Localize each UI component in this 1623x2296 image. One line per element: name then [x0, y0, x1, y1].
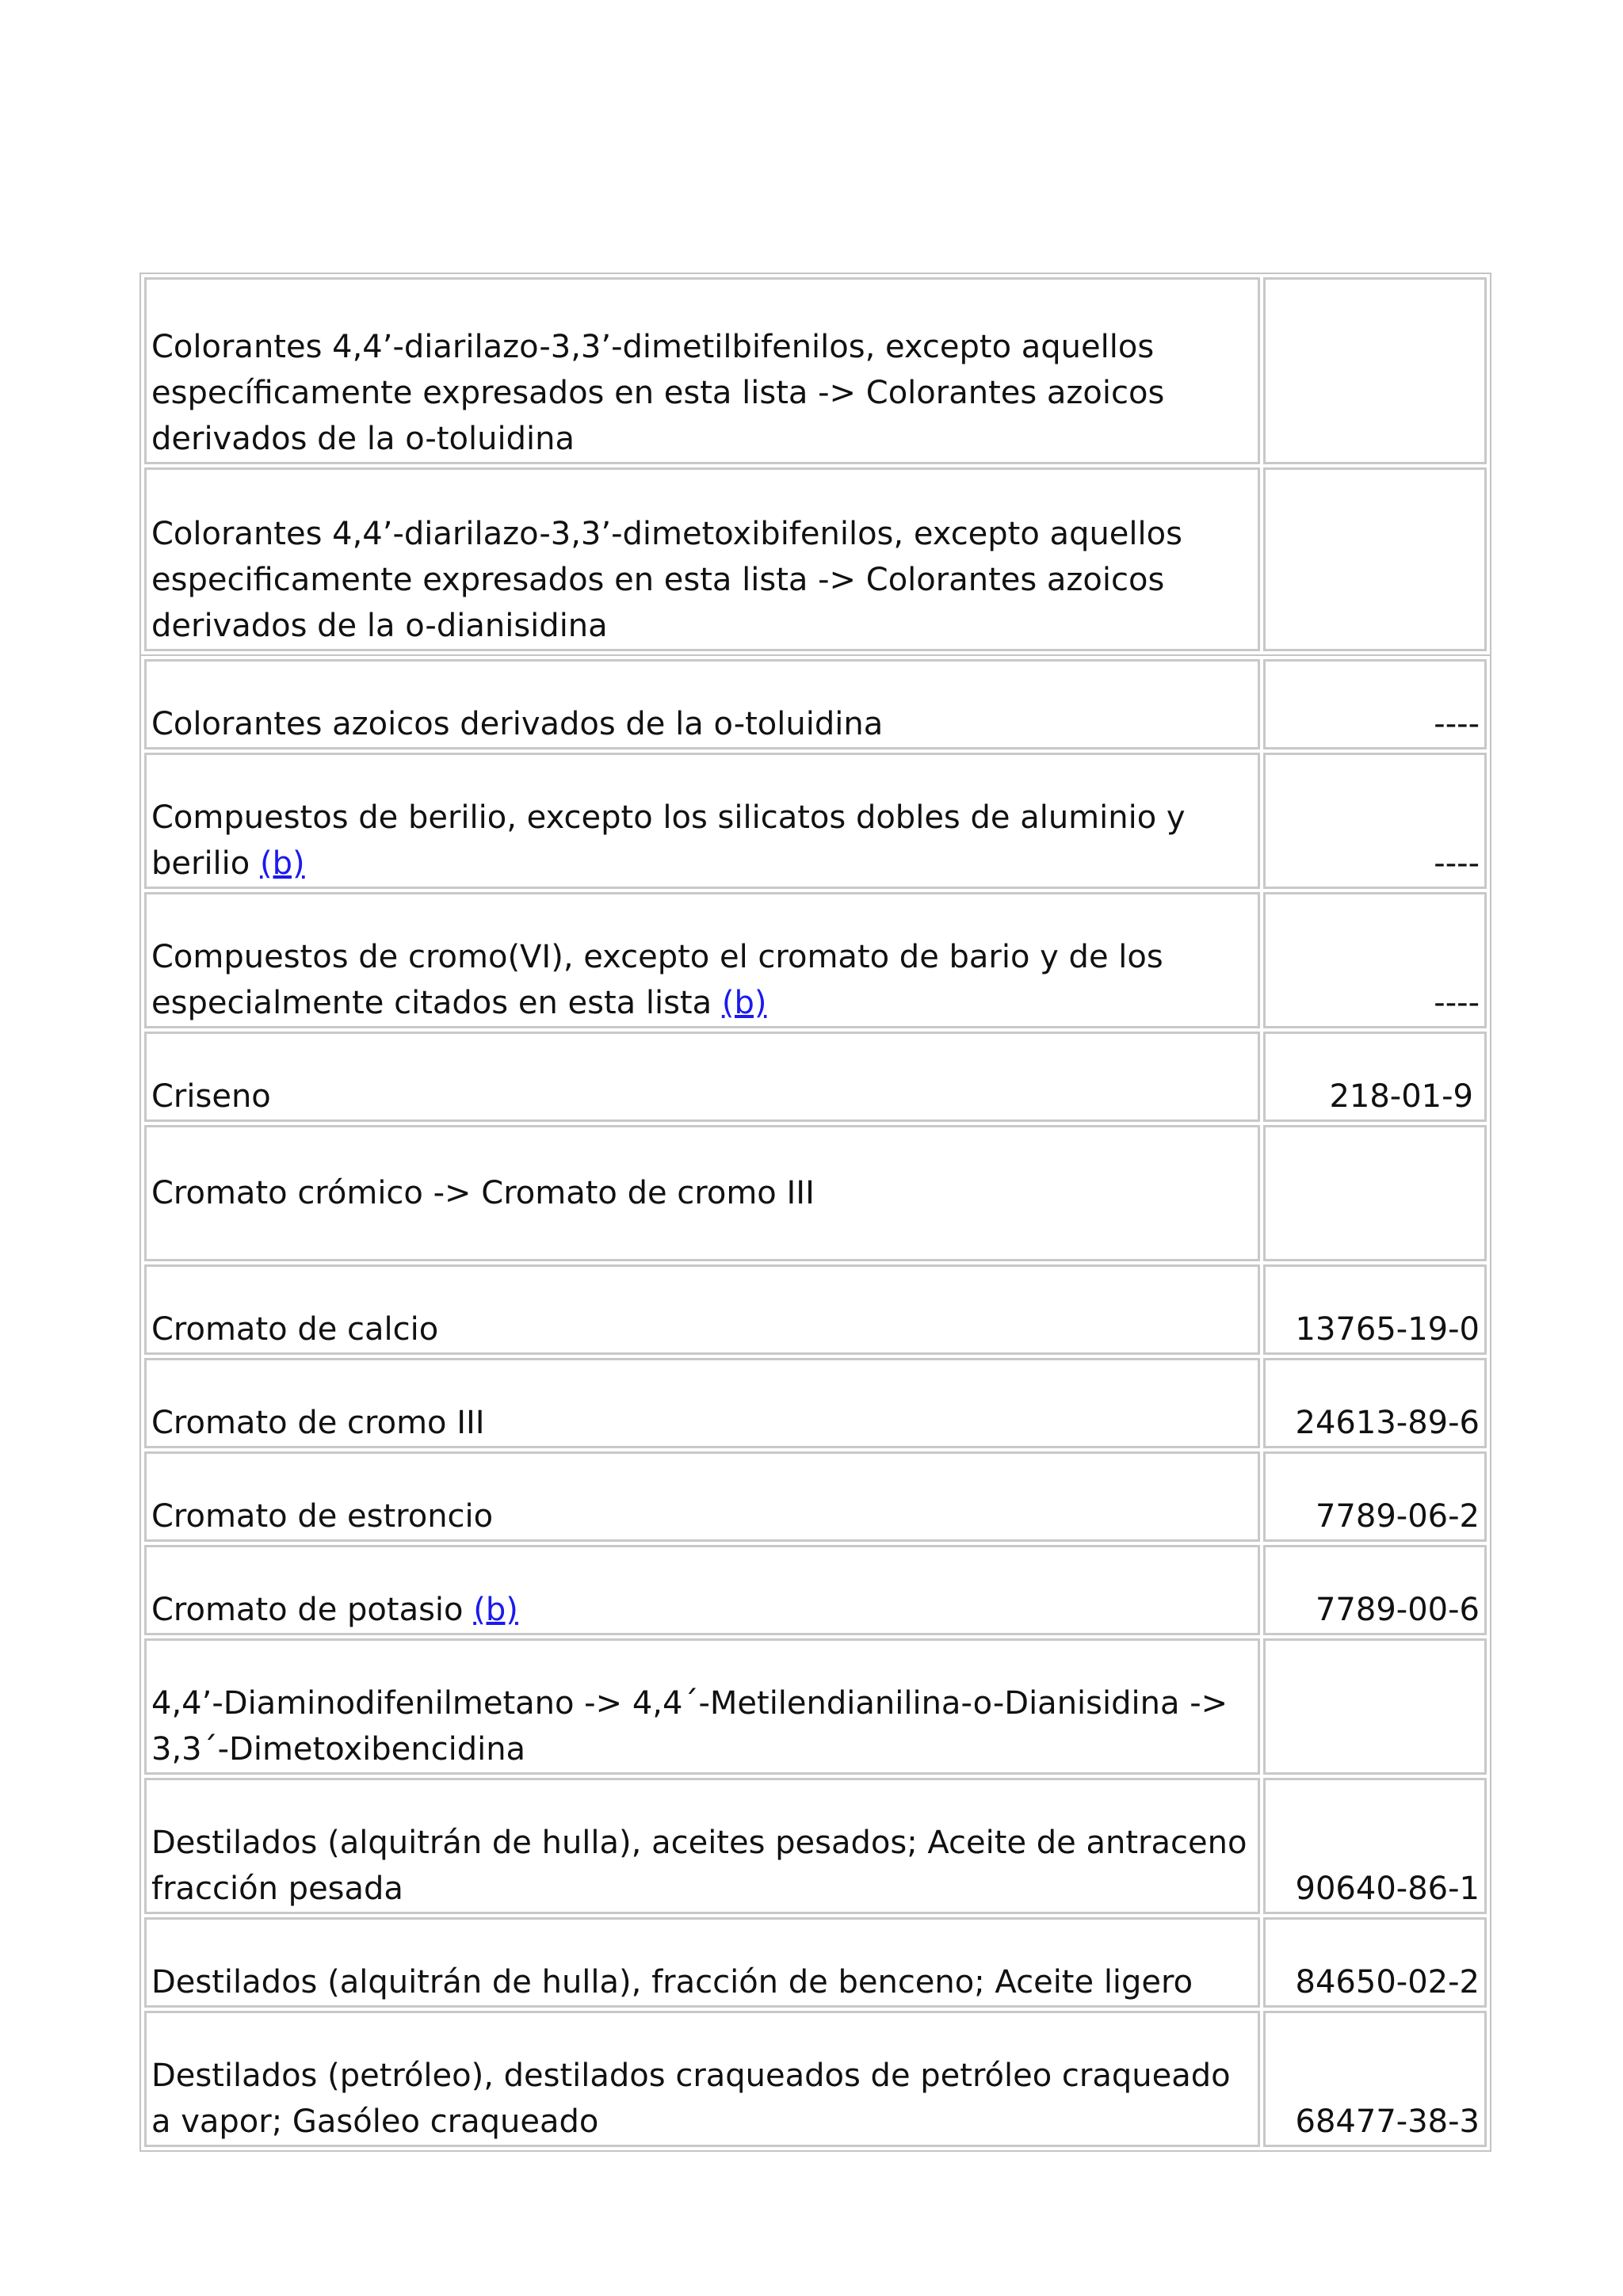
- cas-number: 7789-06-2: [1263, 1451, 1487, 1542]
- cas-number: 218-01-9: [1263, 1032, 1487, 1122]
- substance-name: [144, 892, 1260, 1028]
- table-row: [144, 1032, 1487, 1122]
- cas-number: [1263, 1638, 1487, 1775]
- substance-name-text: Cromato de potasio: [151, 1592, 474, 1628]
- substance-name: Colorantes 4,4’-diarilazo-3,3’-dimetilbifenilos, excepto aquellos específicamente expresados en esta lista -> Colorantes azoicos derivados de la o-toluidina: [144, 277, 1260, 464]
- table-row: [144, 753, 1487, 889]
- substance-name-text: Destilados (alquitrán de hulla), aceites pesados; Aceite de antraceno fracción pesada: [151, 1825, 1247, 1907]
- substance-name: [144, 1125, 1260, 1261]
- substance-name: Colorantes 4,4’-diarilazo-3,3’-dimetoxibifenilos, excepto aquellos especificamente expresados en esta lista -> Colorantes azoicos derivados de la o-dianisidina: [144, 467, 1260, 651]
- substance-name-text: Cromato de estroncio: [151, 1498, 494, 1535]
- cas-number: 13765-19-0: [1263, 1264, 1487, 1355]
- substance-name-text: Destilados (petróleo), destilados craqueados de petróleo craqueado a vapor; Gasóleo craqueado: [151, 2058, 1231, 2140]
- table-row: [144, 1638, 1487, 1775]
- substance-name: [144, 1917, 1260, 2008]
- substance-name: [144, 1778, 1260, 1914]
- cas-number: [1263, 277, 1487, 464]
- table-row: [144, 1778, 1487, 1914]
- cas-number: 68477-38-3: [1263, 2011, 1487, 2147]
- substance-name: [144, 753, 1260, 889]
- table-row: [144, 1917, 1487, 2008]
- substance-table-part-1: [139, 273, 1491, 656]
- table-row: [144, 659, 1487, 749]
- substance-name-text: Destilados (alquitrán de hulla), fracción de benceno; Aceite ligero: [151, 1964, 1193, 2000]
- table-row: [144, 892, 1487, 1028]
- footnote-link[interactable]: (b): [473, 1592, 518, 1628]
- substance-name-text: Criseno: [151, 1078, 271, 1115]
- cas-number: ----: [1263, 892, 1487, 1028]
- substance-name: [144, 1451, 1260, 1542]
- table-row: [144, 277, 1487, 464]
- cas-number: [1263, 467, 1487, 651]
- substance-name-text: Cromato de cromo III: [151, 1405, 485, 1441]
- substance-name-text: Cromato crómico -> Cromato de cromo III: [151, 1175, 815, 1211]
- substance-name: [144, 1264, 1260, 1355]
- substance-name-text: Compuestos de berilio, excepto los silicatos dobles de aluminio y berilio: [151, 799, 1186, 882]
- cas-number: ----: [1263, 753, 1487, 889]
- cas-number: [1263, 1125, 1487, 1261]
- cas-number: ----: [1263, 659, 1487, 749]
- cas-number: 7789-00-6: [1263, 1545, 1487, 1635]
- table-row: [144, 1358, 1487, 1448]
- substance-name: [144, 1545, 1260, 1635]
- table-row: [144, 1451, 1487, 1542]
- substance-name: [144, 1358, 1260, 1448]
- table-row: [144, 1545, 1487, 1635]
- substance-name: [144, 659, 1260, 749]
- substance-name-text: Compuestos de cromo(VI), excepto el cromato de bario y de los especialmente citados en esta lista: [151, 939, 1163, 1021]
- cas-number: 84650-02-2: [1263, 1917, 1487, 2008]
- cas-number: 24613-89-6: [1263, 1358, 1487, 1448]
- table-row: [144, 1125, 1487, 1261]
- substance-name: [144, 2011, 1260, 2147]
- substance-list: [139, 273, 1491, 2152]
- footnote-link[interactable]: (b): [721, 985, 767, 1021]
- table-row: [144, 467, 1487, 651]
- cas-number: 90640-86-1: [1263, 1778, 1487, 1914]
- substance-name-text: 4,4’-Diaminodifenilmetano -> 4,4´-Metilendianilina-o-Dianisidina -> 3,3´-Dimetoxibencidina: [151, 1685, 1228, 1768]
- substance-name-text: Colorantes azoicos derivados de la o-toluidina: [151, 706, 884, 742]
- footnote-link[interactable]: (b): [259, 845, 305, 882]
- table-row: [144, 2011, 1487, 2147]
- substance-name: [144, 1638, 1260, 1775]
- substance-table-part-2: [139, 654, 1491, 2152]
- substance-name: [144, 1032, 1260, 1122]
- table-row: [144, 1264, 1487, 1355]
- substance-name-text: Cromato de calcio: [151, 1311, 439, 1348]
